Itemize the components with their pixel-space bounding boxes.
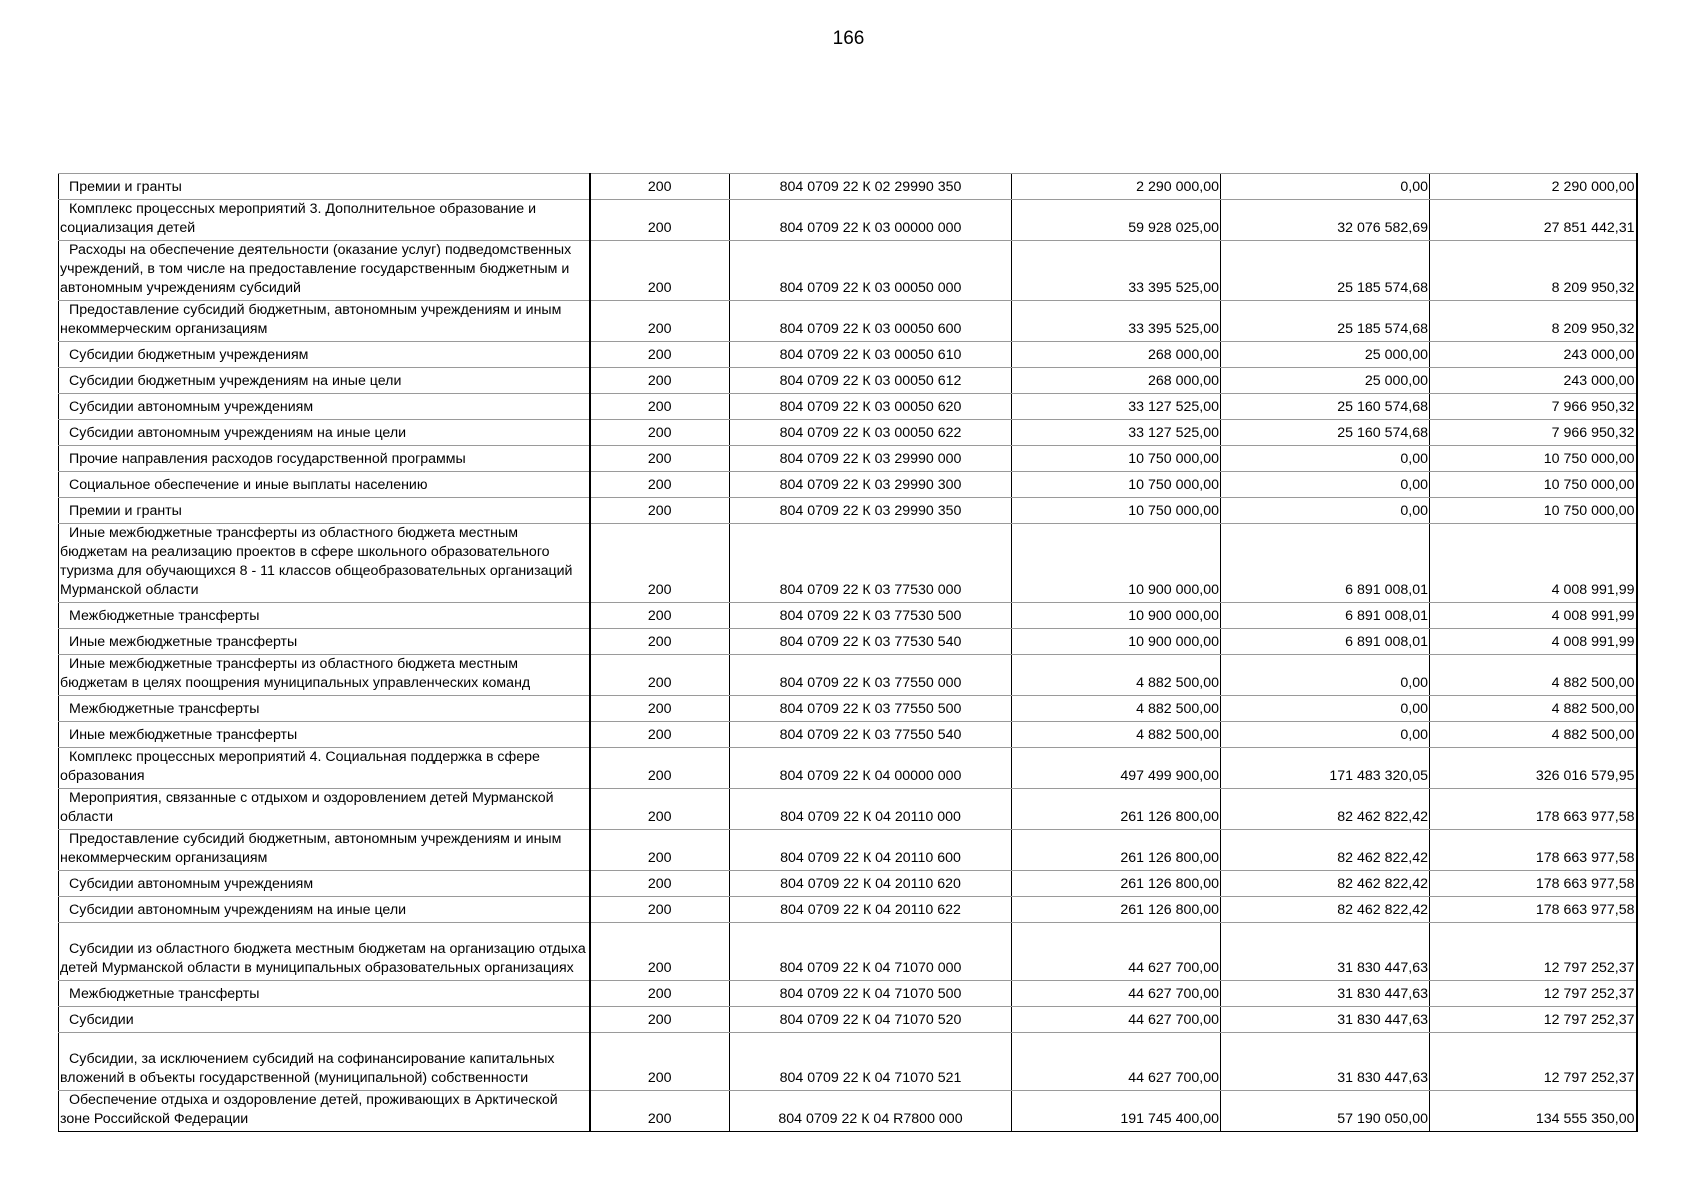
row-remaining: 8 209 950,32: [1430, 301, 1637, 342]
row-remaining: 243 000,00: [1430, 342, 1637, 368]
row-approved: 261 126 800,00: [1012, 871, 1221, 897]
row-code: 200: [590, 923, 730, 981]
row-executed: 25 185 574,68: [1221, 241, 1430, 301]
row-remaining: 10 750 000,00: [1430, 472, 1637, 498]
row-approved: 44 627 700,00: [1012, 923, 1221, 981]
row-name: Мероприятия, связанные с отдыхом и оздоровлением детей Мурманской области: [59, 789, 590, 830]
table-row: [59, 897, 1637, 923]
row-kbk: 804 0709 22 К 04 71070 500: [730, 981, 1012, 1007]
table-row: [59, 603, 1637, 629]
row-name: Субсидии: [59, 1007, 590, 1033]
row-executed: 25 000,00: [1221, 342, 1430, 368]
table-row: [59, 472, 1637, 498]
row-kbk: 804 0709 22 К 03 00000 000: [730, 200, 1012, 241]
row-executed: 82 462 822,42: [1221, 830, 1430, 871]
row-approved: 33 395 525,00: [1012, 301, 1221, 342]
row-name: Субсидии автономным учреждениям: [59, 871, 590, 897]
row-remaining: 178 663 977,58: [1430, 830, 1637, 871]
row-name: Субсидии из областного бюджета местным бюджетам на организацию отдыха детей Мурманской области в муниципальных образовательных организациях: [59, 923, 590, 981]
row-kbk: 804 0709 22 К 03 00050 620: [730, 394, 1012, 420]
row-name: Комплекс процессных мероприятий 4. Социальная поддержка в сфере образования: [59, 748, 590, 789]
row-executed: 6 891 008,01: [1221, 603, 1430, 629]
row-approved: 44 627 700,00: [1012, 981, 1221, 1007]
table-row: [59, 981, 1637, 1007]
row-kbk: 804 0709 22 К 03 77550 000: [730, 655, 1012, 696]
table-row: [59, 1091, 1637, 1132]
row-executed: 0,00: [1221, 174, 1430, 200]
row-remaining: 4 882 500,00: [1430, 722, 1637, 748]
table-row: [59, 923, 1637, 981]
row-remaining: 12 797 252,37: [1430, 981, 1637, 1007]
row-kbk: 804 0709 22 К 02 29990 350: [730, 174, 1012, 200]
row-name: Комплекс процессных мероприятий 3. Дополнительное образование и социализация детей: [59, 200, 590, 241]
row-code: 200: [590, 200, 730, 241]
table-row: [59, 174, 1637, 200]
row-remaining: 4 008 991,99: [1430, 603, 1637, 629]
row-executed: 0,00: [1221, 696, 1430, 722]
table-row: [59, 655, 1637, 696]
row-approved: 2 290 000,00: [1012, 174, 1221, 200]
row-approved: 4 882 500,00: [1012, 722, 1221, 748]
row-code: 200: [590, 871, 730, 897]
row-executed: 171 483 320,05: [1221, 748, 1430, 789]
page-number: 166: [832, 28, 865, 49]
row-name: Социальное обеспечение и иные выплаты населению: [59, 472, 590, 498]
table-row: [59, 524, 1637, 603]
row-code: 200: [590, 472, 730, 498]
row-code: 200: [590, 174, 730, 200]
row-name: Межбюджетные трансферты: [59, 981, 590, 1007]
row-name: Иные межбюджетные трансферты: [59, 722, 590, 748]
row-executed: 31 830 447,63: [1221, 1033, 1430, 1091]
row-approved: 44 627 700,00: [1012, 1033, 1221, 1091]
row-executed: 25 160 574,68: [1221, 420, 1430, 446]
row-remaining: 7 966 950,32: [1430, 394, 1637, 420]
table-row: [59, 342, 1637, 368]
row-code: 200: [590, 524, 730, 603]
row-name: Субсидии, за исключением субсидий на софинансирование капитальных вложений в объекты государственной (муниципальной) собственности: [59, 1033, 590, 1091]
table-row: [59, 1033, 1637, 1091]
row-approved: 4 882 500,00: [1012, 655, 1221, 696]
table-row: [59, 871, 1637, 897]
row-name: Предоставление субсидий бюджетным, автономным учреждениям и иным некоммерческим организациям: [59, 830, 590, 871]
row-kbk: 804 0709 22 К 04 20110 620: [730, 871, 1012, 897]
row-approved: 10 900 000,00: [1012, 629, 1221, 655]
table-row: [59, 420, 1637, 446]
row-code: 200: [590, 394, 730, 420]
row-executed: 0,00: [1221, 722, 1430, 748]
row-name: Субсидии автономным учреждениям на иные цели: [59, 897, 590, 923]
row-name: Межбюджетные трансферты: [59, 696, 590, 722]
row-approved: 33 127 525,00: [1012, 394, 1221, 420]
row-remaining: 7 966 950,32: [1430, 420, 1637, 446]
row-approved: 268 000,00: [1012, 368, 1221, 394]
row-approved: 4 882 500,00: [1012, 696, 1221, 722]
row-code: 200: [590, 420, 730, 446]
row-kbk: 804 0709 22 К 03 00050 610: [730, 342, 1012, 368]
row-name: Обеспечение отдыха и оздоровление детей, проживающих в Арктической зоне Российской Федерации: [59, 1091, 590, 1132]
row-executed: 6 891 008,01: [1221, 629, 1430, 655]
row-code: 200: [590, 368, 730, 394]
row-kbk: 804 0709 22 К 04 R7800 000: [730, 1091, 1012, 1132]
row-code: 200: [590, 1091, 730, 1132]
row-approved: 59 928 025,00: [1012, 200, 1221, 241]
table-row: [59, 696, 1637, 722]
table-row: [59, 722, 1637, 748]
row-approved: 191 745 400,00: [1012, 1091, 1221, 1132]
row-code: 200: [590, 629, 730, 655]
row-executed: 82 462 822,42: [1221, 789, 1430, 830]
row-code: 200: [590, 301, 730, 342]
row-kbk: 804 0709 22 К 04 20110 622: [730, 897, 1012, 923]
row-kbk: 804 0709 22 К 03 77530 500: [730, 603, 1012, 629]
table-row: [59, 830, 1637, 871]
row-executed: 0,00: [1221, 498, 1430, 524]
row-kbk: 804 0709 22 К 04 20110 600: [730, 830, 1012, 871]
row-approved: 10 750 000,00: [1012, 498, 1221, 524]
row-executed: 31 830 447,63: [1221, 981, 1430, 1007]
row-kbk: 804 0709 22 К 03 00050 000: [730, 241, 1012, 301]
row-executed: 82 462 822,42: [1221, 897, 1430, 923]
table-row: [59, 1007, 1637, 1033]
table-row: [59, 446, 1637, 472]
row-code: 200: [590, 722, 730, 748]
row-executed: 57 190 050,00: [1221, 1091, 1430, 1132]
row-remaining: 2 290 000,00: [1430, 174, 1637, 200]
row-executed: 0,00: [1221, 472, 1430, 498]
table-row: [59, 301, 1637, 342]
row-executed: 25 000,00: [1221, 368, 1430, 394]
row-kbk: 804 0709 22 К 04 00000 000: [730, 748, 1012, 789]
row-remaining: 10 750 000,00: [1430, 498, 1637, 524]
table-row: [59, 394, 1637, 420]
row-code: 200: [590, 241, 730, 301]
row-remaining: 4 008 991,99: [1430, 629, 1637, 655]
row-executed: 31 830 447,63: [1221, 923, 1430, 981]
row-remaining: 178 663 977,58: [1430, 789, 1637, 830]
row-kbk: 804 0709 22 К 04 71070 000: [730, 923, 1012, 981]
row-remaining: 10 750 000,00: [1430, 446, 1637, 472]
budget-table-body: [59, 174, 1637, 1132]
row-approved: 10 900 000,00: [1012, 524, 1221, 603]
table-row: [59, 498, 1637, 524]
table-row: [59, 789, 1637, 830]
row-approved: 33 127 525,00: [1012, 420, 1221, 446]
table-row: [59, 200, 1637, 241]
row-kbk: 804 0709 22 К 04 71070 520: [730, 1007, 1012, 1033]
row-name: Предоставление субсидий бюджетным, автономным учреждениям и иным некоммерческим организациям: [59, 301, 590, 342]
row-name: Субсидии бюджетным учреждениям на иные цели: [59, 368, 590, 394]
row-code: 200: [590, 655, 730, 696]
row-code: 200: [590, 1007, 730, 1033]
row-code: 200: [590, 981, 730, 1007]
row-remaining: 243 000,00: [1430, 368, 1637, 394]
row-executed: 32 076 582,69: [1221, 200, 1430, 241]
row-name: Субсидии автономным учреждениям на иные цели: [59, 420, 590, 446]
row-name: Субсидии автономным учреждениям: [59, 394, 590, 420]
row-code: 200: [590, 830, 730, 871]
table-row: [59, 629, 1637, 655]
row-kbk: 804 0709 22 К 03 29990 300: [730, 472, 1012, 498]
row-remaining: 4 008 991,99: [1430, 524, 1637, 603]
row-code: 200: [590, 498, 730, 524]
row-kbk: 804 0709 22 К 03 00050 600: [730, 301, 1012, 342]
row-remaining: 178 663 977,58: [1430, 897, 1637, 923]
row-kbk: 804 0709 22 К 03 77550 540: [730, 722, 1012, 748]
row-name: Субсидии бюджетным учреждениям: [59, 342, 590, 368]
row-kbk: 804 0709 22 К 03 77530 540: [730, 629, 1012, 655]
row-kbk: 804 0709 22 К 03 77530 000: [730, 524, 1012, 603]
row-approved: 10 750 000,00: [1012, 472, 1221, 498]
row-code: 200: [590, 446, 730, 472]
row-remaining: 326 016 579,95: [1430, 748, 1637, 789]
row-remaining: 4 882 500,00: [1430, 655, 1637, 696]
row-executed: 0,00: [1221, 655, 1430, 696]
row-remaining: 134 555 350,00: [1430, 1091, 1637, 1132]
row-approved: 44 627 700,00: [1012, 1007, 1221, 1033]
row-kbk: 804 0709 22 К 04 20110 000: [730, 789, 1012, 830]
row-executed: 31 830 447,63: [1221, 1007, 1430, 1033]
row-kbk: 804 0709 22 К 04 71070 521: [730, 1033, 1012, 1091]
row-executed: 25 185 574,68: [1221, 301, 1430, 342]
row-executed: 6 891 008,01: [1221, 524, 1430, 603]
row-name: Премии и гранты: [59, 498, 590, 524]
row-approved: 268 000,00: [1012, 342, 1221, 368]
row-kbk: 804 0709 22 К 03 00050 622: [730, 420, 1012, 446]
table-row: [59, 368, 1637, 394]
row-remaining: 12 797 252,37: [1430, 1007, 1637, 1033]
budget-table: [58, 173, 1638, 1132]
row-approved: 10 900 000,00: [1012, 603, 1221, 629]
row-name: Межбюджетные трансферты: [59, 603, 590, 629]
row-kbk: 804 0709 22 К 03 00050 612: [730, 368, 1012, 394]
row-remaining: 27 851 442,31: [1430, 200, 1637, 241]
row-approved: 10 750 000,00: [1012, 446, 1221, 472]
table-row: [59, 748, 1637, 789]
row-code: 200: [590, 603, 730, 629]
row-approved: 261 126 800,00: [1012, 830, 1221, 871]
row-name: Иные межбюджетные трансферты из областного бюджета местным бюджетам на реализацию проектов в сфере школьного образовательного туризма для обучающихся 8 - 11 классов общеобразовательных организаций Мурманской области: [59, 524, 590, 603]
row-code: 200: [590, 1033, 730, 1091]
row-code: 200: [590, 342, 730, 368]
row-kbk: 804 0709 22 К 03 29990 350: [730, 498, 1012, 524]
row-kbk: 804 0709 22 К 03 29990 000: [730, 446, 1012, 472]
row-name: Иные межбюджетные трансферты: [59, 629, 590, 655]
row-remaining: 4 882 500,00: [1430, 696, 1637, 722]
table-row: [59, 241, 1637, 301]
row-code: 200: [590, 748, 730, 789]
row-executed: 82 462 822,42: [1221, 871, 1430, 897]
row-executed: 25 160 574,68: [1221, 394, 1430, 420]
row-remaining: 12 797 252,37: [1430, 1033, 1637, 1091]
row-code: 200: [590, 897, 730, 923]
row-code: 200: [590, 789, 730, 830]
row-approved: 33 395 525,00: [1012, 241, 1221, 301]
row-approved: 497 499 900,00: [1012, 748, 1221, 789]
row-kbk: 804 0709 22 К 03 77550 500: [730, 696, 1012, 722]
row-name: Премии и гранты: [59, 174, 590, 200]
row-name: Расходы на обеспечение деятельности (оказание услуг) подведомственных учреждений, в том числе на предоставление государственным бюджетным и автономным учреждениям субсидий: [59, 241, 590, 301]
row-name: Иные межбюджетные трансферты из областного бюджета местным бюджетам в целях поощрения муниципальных управленческих команд: [59, 655, 590, 696]
row-code: 200: [590, 696, 730, 722]
row-remaining: 178 663 977,58: [1430, 871, 1637, 897]
row-executed: 0,00: [1221, 446, 1430, 472]
row-remaining: 12 797 252,37: [1430, 923, 1637, 981]
row-remaining: 8 209 950,32: [1430, 241, 1637, 301]
row-approved: 261 126 800,00: [1012, 789, 1221, 830]
row-name: Прочие направления расходов государственной программы: [59, 446, 590, 472]
row-approved: 261 126 800,00: [1012, 897, 1221, 923]
